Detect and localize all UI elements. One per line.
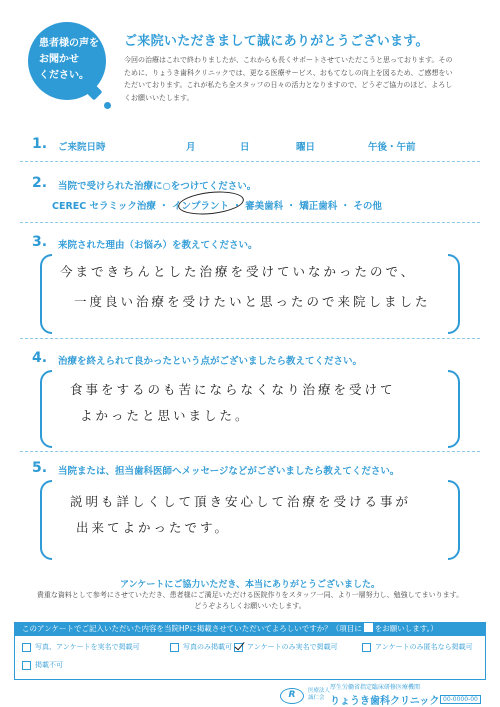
checkbox[interactable] [22,661,31,670]
answer-bracket-left [40,370,52,448]
divider [20,222,480,223]
speech-bubble-dot [104,102,111,109]
question-2-text: 当院で受けられた治療に○をつけてください。 [58,181,257,192]
handwritten-answer-line: 食事をするのも苦にならなくなり治療を受けて [70,382,396,397]
thanks-line: 貴重な資料として参考にさせていただき、患者様にご満足いただける医院作りをスタッフ一同、より一層努力し、勉強してまいります。 [36,591,464,599]
answer-bracket-right [448,480,460,560]
option-label: 写真、アンケートを実名で掲載可 [35,643,140,651]
corp-line: 医療法人 [308,688,331,694]
visit-date-label: ご来院日時 [58,142,106,153]
divider [20,161,480,162]
month-label: 月 [186,142,196,153]
bubble-line: ください。 [39,70,89,81]
consent-option-photo-survey-realname[interactable] [22,642,140,652]
question-5-text: 当院または、担当歯科医師へメッセージなどがございましたら教えてください。 [58,466,400,477]
clinic-name: りょうき歯科クリニック [330,696,440,707]
answer-bracket-right [448,370,460,448]
consent-question-text-end: をお願いします。） [374,624,438,633]
form-code: 00-0000-00 [440,695,481,704]
question-1-number: 1. [32,136,48,152]
question-2-number: 2. [32,175,48,191]
divider [20,338,480,339]
checkbox[interactable] [362,643,371,652]
thanks-title: アンケートにご協力いただき、本当にありがとうございました。 [119,580,381,590]
publication-consent-question [14,622,486,636]
consent-option-photo-only[interactable] [170,642,232,652]
clinic-logo-icon: R [280,688,304,704]
handwritten-answer-line: 出来てよかったです。 [76,520,231,535]
question-4-text: 治療を終えられて良かったという点がございましたら教えてください。 [58,356,363,367]
checkbox[interactable] [170,643,179,652]
am-pm-label: 午後・午前 [368,142,416,153]
answer-bracket-left [40,254,52,334]
question-3-number: 3. [32,234,48,250]
handwritten-answer-line: 説明も詳しくして頂き安心して治療を受ける事が [70,494,412,509]
answer-bracket-left [40,480,52,560]
question-5-number: 5. [32,460,48,476]
bubble-line: 患者様の声を [39,38,99,49]
handwritten-answer-line: 今まできちんとした治療を受けていなかったので、 [60,264,417,279]
certification-text: 厚生労働省指定臨床研修医療機関 [330,684,421,691]
day-label: 日 [240,142,250,153]
handwritten-answer-line: 一度良い治療を受けたいと思ったので来院しました [74,294,431,309]
thanks-line: どうぞよろしくお願いいたします。 [194,602,306,610]
handwritten-answer-line: よかったと思いました。 [80,408,251,423]
option-label: 掲載不可 [35,661,63,669]
option-label: 写真のみ掲載可 [183,643,232,651]
consent-question-text: このアンケートでご記入いただいた内容を当院HPに掲載させていただいてよろしいですか？（項目に [22,624,362,633]
page-title: ご来院いただきまして誠にありがとうございます。 [124,34,429,49]
corporation-label [308,688,330,702]
consent-option-survey-realname[interactable] [234,642,338,652]
question-4-number: 4. [32,350,48,366]
consent-option-survey-anonymous[interactable] [362,642,473,652]
divider [20,451,480,452]
consent-option-no-publish[interactable] [22,660,63,670]
option-label: アンケートのみ匿名なら掲載可 [375,643,473,651]
question-3-text: 来院された理由（お悩み）を教えてください。 [58,240,258,251]
checkbox[interactable] [22,643,31,652]
weekday-label: 曜日 [296,142,316,153]
checkbox-icon [364,623,373,632]
treatment-options: CEREC セラミック治療 ・ インプラント ・ 審美歯科 ・ 矯正歯科 ・ その他 [52,201,382,212]
thanks-body [0,590,500,612]
answer-bracket-right [448,254,460,334]
corp-line: 誠仁会 [308,695,325,701]
handwritten-circle-mark [177,189,245,218]
bubble-line: お聞かせ [39,54,79,65]
option-label: アンケートのみ実名で掲載可 [247,643,338,651]
intro-text: 今回の治療はこれで終わりましたが、これからも長くサポートさせていただこうと思っております。そのために、りょうき歯科クリニックでは、更なる医療サービス、おもてなしの向上を図るため、ご感想をいただいております。これが私たち全スタッフの日々の活力となりますので、どうぞご協力のほど、よろしくお願いいたします。 [124,56,453,102]
checkbox-checked[interactable] [234,643,243,652]
